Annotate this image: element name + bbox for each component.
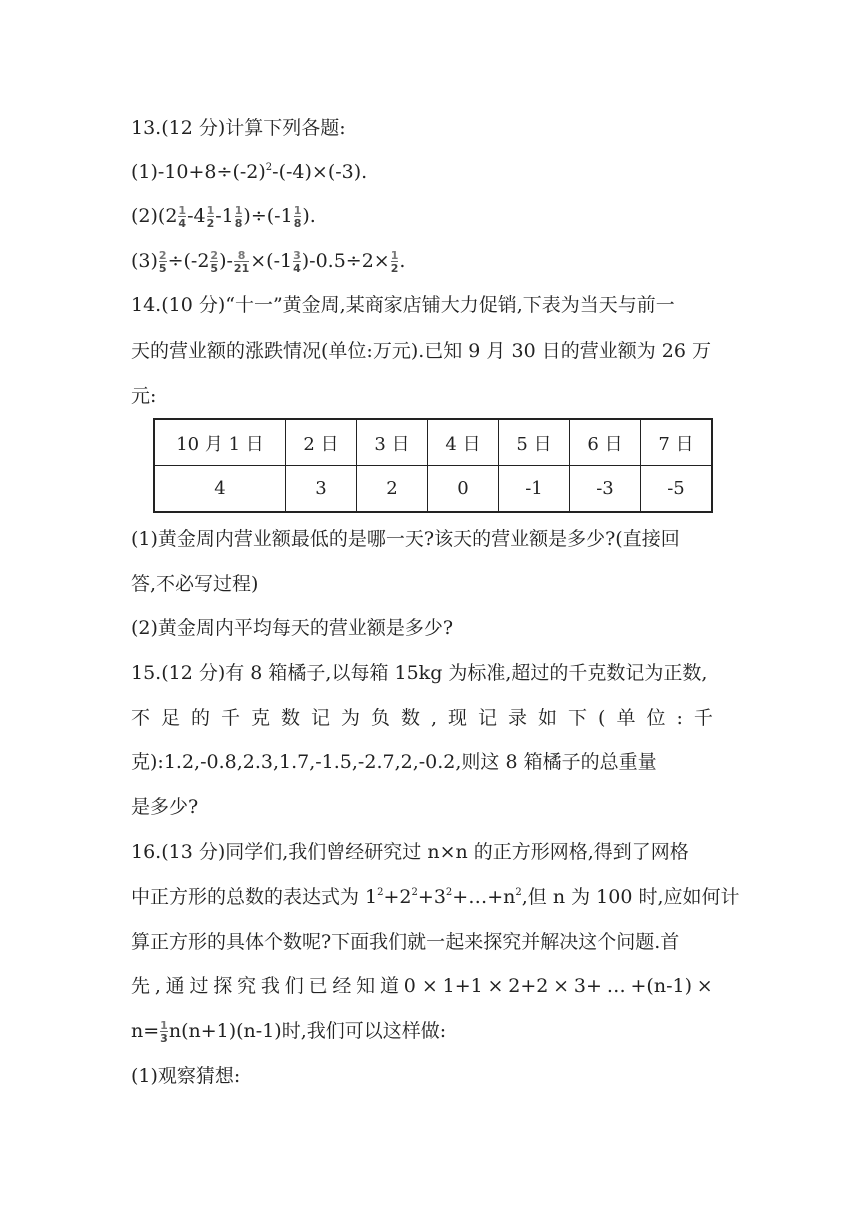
q15-line3: 克):1.2,-0.8,2.3,1.7,-1.5,-2.7,2,-0.2,则这 8 箱橘子的总重量 bbox=[131, 751, 657, 773]
q14-line2: 天的营业额的涨跌情况(单位:万元).已知 9 月 30 日的营业额为 26 万 bbox=[131, 340, 711, 362]
table-cell: 5 日 bbox=[499, 419, 570, 466]
q13-part2: (2)(2 $\frac{1}{4}$ -4 $\frac{1}{2}$ -1 $\frac{1}{8}$ )÷(-1 $\frac{1}{8}$ ). bbox=[131, 204, 316, 230]
q14-line3: 元: bbox=[131, 385, 157, 407]
q14-sub2: (2)黄金周内平均每天的营业额是多少? bbox=[131, 617, 454, 639]
q14-sub1-line1: (1)黄金周内营业额最低的是哪一天?该天的营业额是多少?(直接回 bbox=[131, 528, 680, 550]
q13-title: 13.(12 分)计算下列各题: bbox=[131, 117, 346, 139]
q16-line1: 16.(13 分)同学们,我们曾经研究过 n×n 的正方形网格,得到了网格 bbox=[131, 841, 689, 863]
q14-line1: 14.(10 分)“十一”黄金周,某商家店铺大力促销,下表为当天与前一 bbox=[131, 294, 675, 316]
table-header-row bbox=[154, 419, 712, 466]
table-cell: -1 bbox=[499, 466, 570, 513]
table-cell: 2 日 bbox=[286, 419, 357, 466]
q16-line6: (1)观察猜想: bbox=[131, 1065, 241, 1087]
table-cell: 3 bbox=[286, 466, 357, 513]
sales-change-table bbox=[153, 418, 713, 513]
table-cell: 3 日 bbox=[357, 419, 428, 466]
q14-sub1-line2: 答,不必写过程) bbox=[131, 573, 259, 595]
table-value-row bbox=[154, 466, 712, 513]
table-cell: 0 bbox=[428, 466, 499, 513]
q13-part3: (3) $\frac{2}{5}$ ÷(-2 $\frac{2}{5}$ )- $\frac{8}{21}$ ×(-1 $\frac{3}{4}$ )-0.5÷2× $\frac{1}{2}$ . bbox=[131, 249, 406, 275]
q16-line2: 中正方形的总数的表达式为 $1^2+2^2+3^2+\dots+n^2$,但 n 为 100 时,应如何计 bbox=[131, 886, 740, 908]
q15-line1: 15.(12 分)有 8 箱橘子,以每箱 15kg 为标准,超过的千克数记为正数, bbox=[131, 662, 708, 684]
table-cell: 7 日 bbox=[641, 419, 713, 466]
q13-part1: $(1)-10+8\div(-2)^2-(-4)\times(-3)$. bbox=[131, 161, 368, 183]
q16-line3: 算正方形的具体个数呢?下面我们就一起来探究并解决这个问题.首 bbox=[131, 931, 680, 953]
table-cell: -3 bbox=[570, 466, 641, 513]
table-cell: -5 bbox=[641, 466, 713, 513]
table-cell: 2 bbox=[357, 466, 428, 513]
table-cell: 4 日 bbox=[428, 419, 499, 466]
q15-line2: 不 足 的 千 克 数 记 为 负 数 , 现 记 录 如 下 ( 单 位 : 千 bbox=[131, 707, 713, 729]
table-cell: 4 bbox=[154, 466, 286, 513]
q16-line4: 先 , 通 过 探 究 我 们 已 经 知 道 0 × 1+1 × 2+2 × 3+ … +(n-1) × bbox=[131, 975, 713, 997]
q15-line4: 是多少? bbox=[131, 796, 199, 818]
table-cell: 6 日 bbox=[570, 419, 641, 466]
table-cell: 10 月 1 日 bbox=[154, 419, 286, 466]
q16-line5: n= $\frac{1}{3}$ n(n+1)(n-1)时,我们可以这样做: bbox=[131, 1019, 447, 1045]
